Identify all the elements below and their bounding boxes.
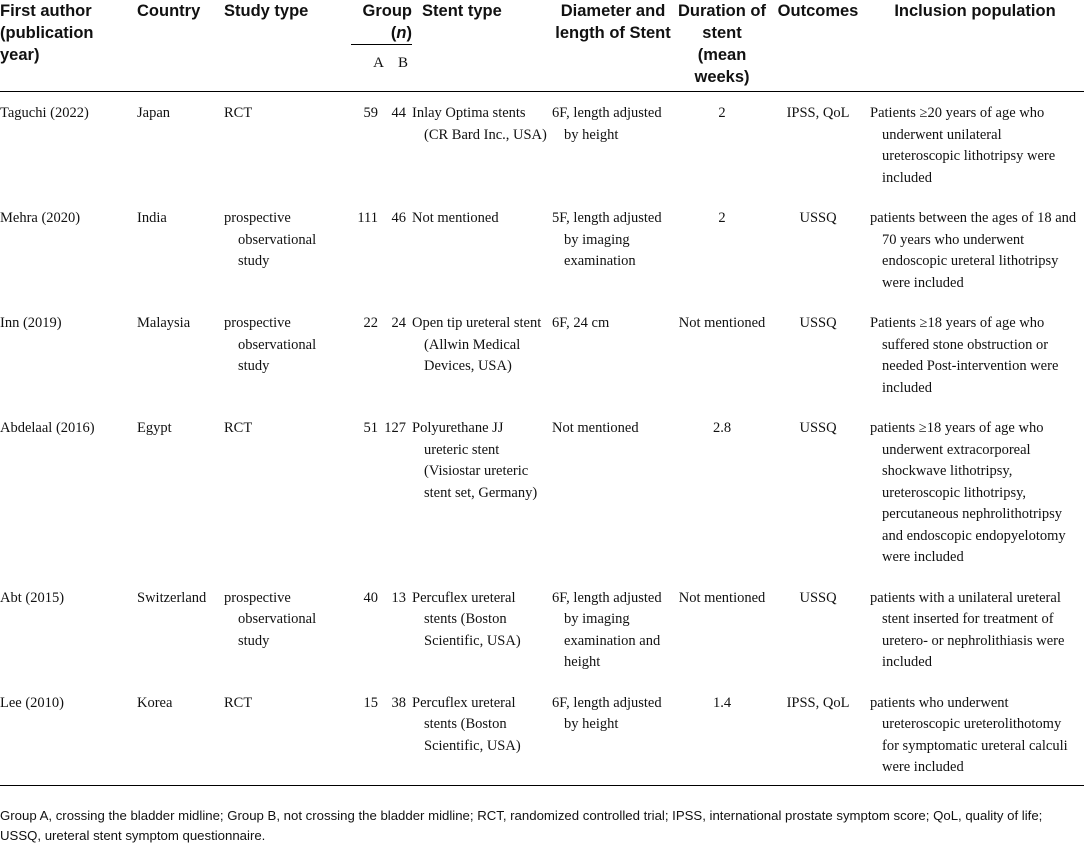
table-header <box>0 0 1084 92</box>
inclusion-text: patients with a unilateral ureteral stent inserted for treatment of uretero- or nephrolithiasis were included <box>870 589 1065 670</box>
cell-author: Taguchi (2022) <box>0 105 89 121</box>
cell-country: Japan <box>137 105 171 121</box>
header-group-label: Group (n) <box>362 2 413 42</box>
header-duration: Duration of stent (mean weeks) <box>678 0 770 92</box>
cell-stent-type <box>412 682 552 786</box>
diameter-text: 6F, 24 cm <box>552 315 610 331</box>
header-group-a: A <box>351 45 384 92</box>
cell-group-a: 40 <box>363 589 378 606</box>
cell-group-a: 59 <box>363 105 378 121</box>
cell-country: Egypt <box>137 420 172 436</box>
header-country: Country <box>137 0 224 92</box>
cell-outcomes: USSQ <box>799 589 837 606</box>
cell-study-type <box>224 92 351 198</box>
cell-diameter <box>552 407 678 577</box>
cell-duration: 1.4 <box>678 682 770 786</box>
diameter-text: 6F, length adjusted by height <box>552 105 662 143</box>
cell-group-b: 13 <box>391 589 407 606</box>
study-type-text: RCT <box>224 420 253 436</box>
inclusion-text: patients ≥18 years of age who underwent extracorporeal shockwave lithotripsy, ureteroscopic lithotripsy, percutaneous nephrolithotripsy and endoscopic endopyelotomy were included <box>870 420 1066 565</box>
cell-diameter <box>552 682 678 786</box>
header-group-b: B <box>384 45 412 92</box>
stent-type-text: Open tip ureteral stent (Allwin Medical Devices, USA) <box>412 315 542 374</box>
table-row <box>0 577 1084 682</box>
study-type-text: prospective observational study <box>224 210 317 269</box>
diameter-text: 6F, length adjusted by height <box>552 694 662 732</box>
cell-duration: Not mentioned <box>678 589 766 606</box>
cell-country: Malaysia <box>137 315 191 331</box>
cell-duration: Not mentioned <box>678 315 766 331</box>
cell-outcomes: USSQ <box>799 315 837 331</box>
cell-country: India <box>137 210 167 226</box>
cell-group-b: 38 <box>384 682 412 786</box>
cell-author: Abt (2015) <box>0 589 65 606</box>
cell-inclusion <box>870 197 1084 302</box>
cell-duration: 2 <box>718 105 726 121</box>
cell-country: Korea <box>137 682 224 786</box>
cell-group-a: 22 <box>363 315 378 331</box>
cell-diameter <box>552 197 678 302</box>
cell-author: Lee (2010) <box>0 682 137 786</box>
header-outcomes: Outcomes <box>770 0 870 92</box>
cell-inclusion <box>870 682 1084 786</box>
cell-inclusion <box>870 407 1084 577</box>
cell-group-b: 44 <box>391 105 407 121</box>
cell-author: Abdelaal (2016) <box>0 420 95 436</box>
cell-inclusion <box>870 302 1084 407</box>
study-type-text: prospective observational study <box>224 315 317 374</box>
cell-group-a: 111 <box>357 210 378 226</box>
cell-diameter <box>552 92 678 198</box>
diameter-text: Not mentioned <box>552 420 639 436</box>
header-stent-type: Stent type <box>412 0 552 92</box>
cell-inclusion <box>870 92 1084 198</box>
cell-stent-type <box>412 197 552 302</box>
header-study-type: Study type <box>224 0 351 92</box>
cell-inclusion <box>870 577 1084 682</box>
cell-country: Switzerland <box>137 589 207 606</box>
cell-group-a: 15 <box>351 682 384 786</box>
table-row <box>0 197 1084 302</box>
cell-stent-type <box>412 302 552 407</box>
cell-stent-type <box>412 407 552 577</box>
cell-group-b: 127 <box>384 420 407 436</box>
stent-type-text: Percuflex ureteral stents (Boston Scientific, USA) <box>412 694 521 754</box>
cell-study-type <box>224 577 351 682</box>
cell-author: Mehra (2020) <box>0 210 81 226</box>
header-first-author: First author (publication year) <box>0 0 137 92</box>
header-inclusion: Inclusion population <box>870 0 1084 92</box>
inclusion-text: patients who underwent ureteroscopic ureterolithotomy for symptomatic ureteral calculi were included <box>870 694 1068 775</box>
cell-study-type <box>224 407 351 577</box>
table-row <box>0 682 1084 786</box>
cell-stent-type <box>412 577 552 682</box>
cell-study-type <box>224 302 351 407</box>
stent-type-text: Percuflex ureteral stents (Boston Scientific, USA) <box>412 589 521 649</box>
cell-duration: 2.8 <box>712 420 732 436</box>
cell-diameter <box>552 302 678 407</box>
cell-study-type <box>224 197 351 302</box>
table-row <box>0 302 1084 407</box>
cell-study-type <box>224 682 351 786</box>
table-body <box>0 92 1084 786</box>
cell-group-b: 46 <box>391 210 407 226</box>
cell-outcomes: IPSS, QoL <box>770 682 870 786</box>
inclusion-text: Patients ≥20 years of age who underwent unilateral ureteroscopic lithotripsy were included <box>870 105 1056 186</box>
study-type-text: RCT <box>224 694 253 711</box>
stent-type-text: Polyurethane JJ ureteric stent (Visiostar ureteric stent set, Germany) <box>412 420 538 501</box>
diameter-text: 5F, length adjusted by imaging examination <box>552 210 662 269</box>
cell-author: Inn (2019) <box>0 315 62 331</box>
inclusion-text: Patients ≥18 years of age who suffered stone obstruction or needed Post-intervention were included <box>870 315 1059 396</box>
cell-outcomes: IPSS, QoL <box>786 105 850 121</box>
table-row <box>0 407 1084 577</box>
cell-diameter <box>552 577 678 682</box>
cell-group-a: 51 <box>363 420 378 436</box>
table-row <box>0 92 1084 198</box>
inclusion-text: patients between the ages of 18 and 70 years who underwent endoscopic ureteral lithotripsy were included <box>870 210 1077 291</box>
cell-stent-type <box>412 92 552 198</box>
stent-type-text: Not mentioned <box>412 210 499 226</box>
cell-duration: 2 <box>718 210 726 226</box>
header-diameter: Diameter and length of Stent <box>552 0 678 92</box>
diameter-text: 6F, length adjusted by imaging examination and height <box>552 589 662 670</box>
stent-type-text: Inlay Optima stents (CR Bard Inc., USA) <box>412 105 547 143</box>
cell-outcomes: USSQ <box>799 420 837 436</box>
header-group <box>351 0 412 45</box>
cell-outcomes: USSQ <box>799 210 837 226</box>
study-type-text: RCT <box>224 105 253 121</box>
study-type-text: prospective observational study <box>224 589 317 649</box>
table-footnote: Group A, crossing the bladder midline; Group B, not crossing the bladder midline; RCT, randomized controlled trial; IPSS, international prostate symptom score; QoL, quality of life; USSQ, ureteral stent symptom questionnaire. <box>0 808 1043 843</box>
cell-group-b: 24 <box>391 315 407 331</box>
